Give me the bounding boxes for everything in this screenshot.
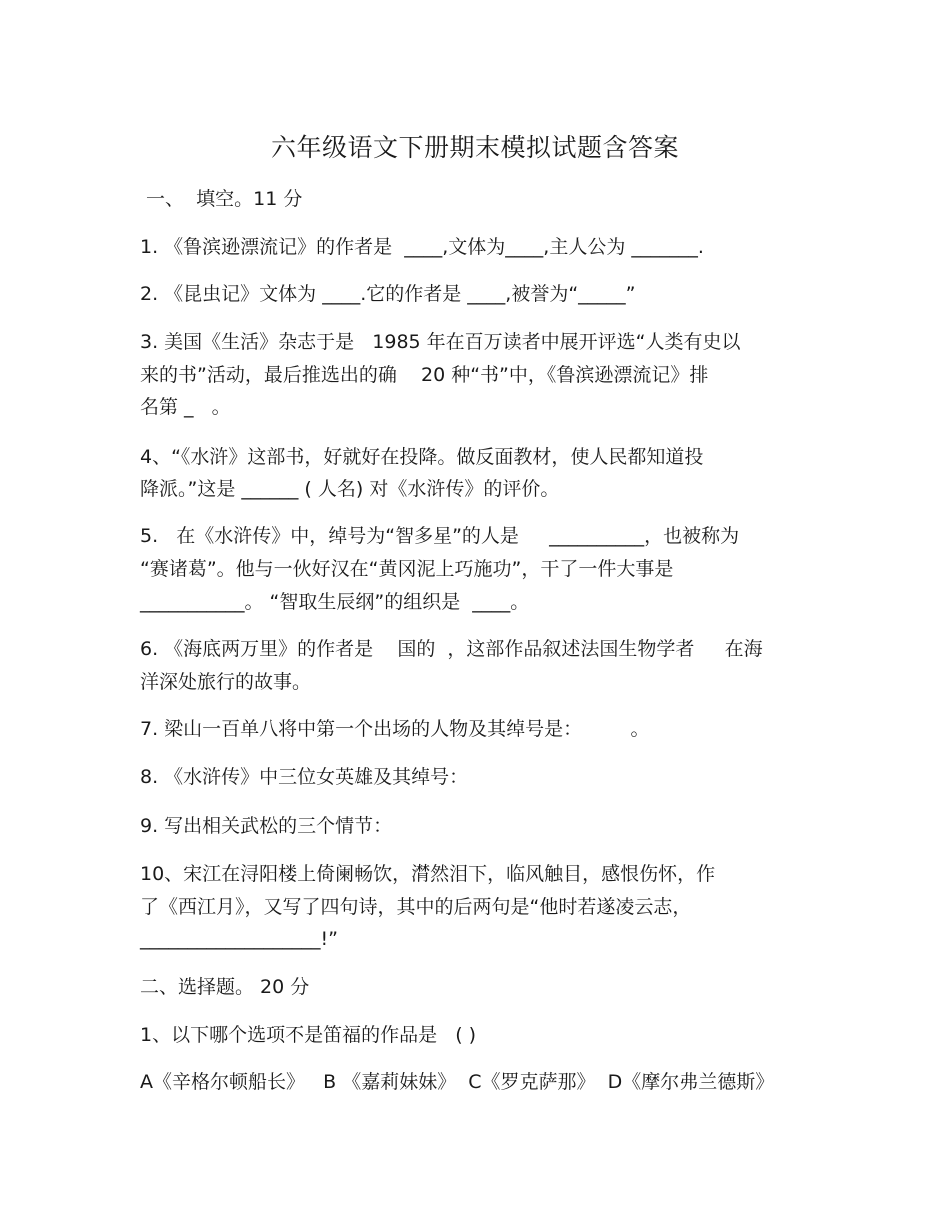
question-line: 1. 《鲁滨逊漂流记》的作者是 ____,文体为____,主人公为 _______. <box>140 236 704 258</box>
question-line: 名第 _ 。 <box>140 396 231 418</box>
answer-options: A《辛格尔顿船长》 B 《嘉莉妹妹》 C《罗克萨那》 D《摩尔弗兰德斯》 <box>140 1071 775 1093</box>
question-line: 2. 《昆虫记》文体为 ____.它的作者是 ____,被誉为“_____” <box>140 283 636 305</box>
question-line: ___________________!” <box>140 928 338 950</box>
question-line: ___________。 “智取生辰纲”的组织是 ____。 <box>140 591 530 613</box>
question-line: 来的书”活动，最后推选出的确 20 种“书”中，《鲁滨逊漂流记》排 <box>140 364 709 386</box>
section-heading-fill-in: 一、 填空。11 分 <box>140 188 303 210</box>
question-line: 洋深处旅行的故事。 <box>140 671 312 693</box>
question-line: 9. 写出相关武松的三个情节： <box>140 815 393 837</box>
question-line: “赛诸葛”。他与一伙好汉在“黄冈泥上巧施功”，干了一件大事是 <box>140 558 674 580</box>
question-line: 3. 美国《生活》杂志于是 1985 年在百万读者中展开评选“人类有史以 <box>140 331 741 353</box>
section-heading-choice: 二、选择题。 20 分 <box>140 976 310 998</box>
question-line: 降派。”这是 ______ ( 人名) 对《水浒传》的评价。 <box>140 478 560 500</box>
question-line: 4、“《水浒》这部书，好就好在投降。做反面教材，使人民都知道投 <box>140 446 704 468</box>
question-line: 10、宋江在浔阳楼上倚阑畅饮，潸然泪下，临风触目，感恨伤怀，作 <box>140 863 716 885</box>
question-line: 8. 《水浒传》中三位女英雄及其绰号： <box>140 766 469 788</box>
question-line: 6. 《海底两万里》的作者是 国的 ，这部作品叙述法国生物学者 在海 <box>140 638 763 660</box>
question-line: 7. 梁山一百单八将中第一个出场的人物及其绰号是： 。 <box>140 718 650 740</box>
page-title: 六年级语文下册期末模拟试题含答案 <box>270 133 679 162</box>
question-line: 了《西江月》，又写了四句诗，其中的后两句是“他时若遂凌云志， <box>140 896 692 918</box>
question-line: 5. 在《水浒传》中，绰号为“智多星”的人是 __________，也被称为 <box>140 525 740 547</box>
question-line: 1、以下哪个选项不是笛福的作品是 ( ) <box>140 1024 477 1046</box>
